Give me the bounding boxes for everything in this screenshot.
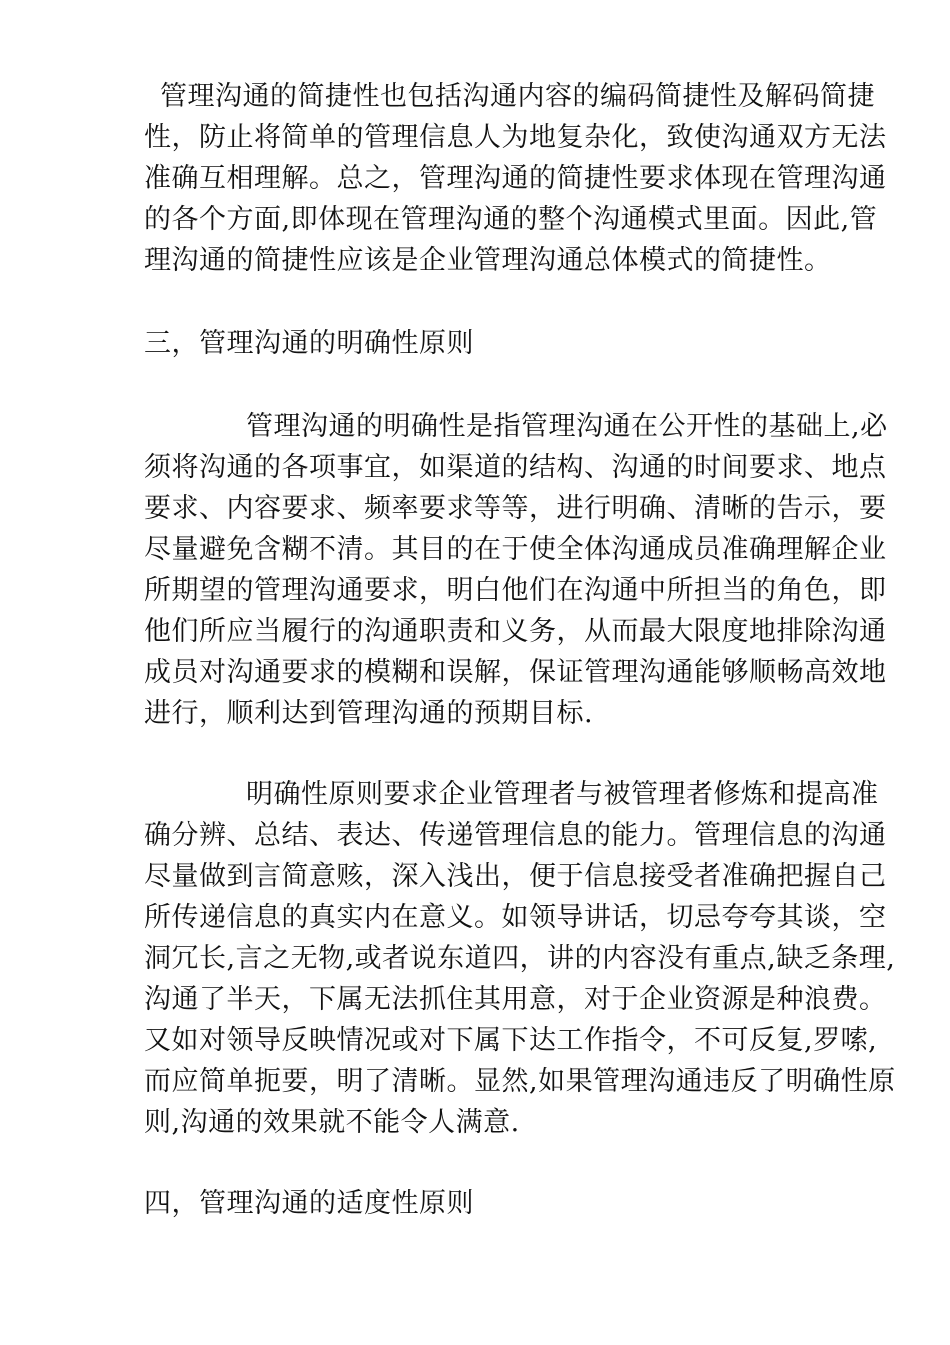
text-line: 尽量避免含糊不清。其目的在于使全体沟通成员准确理解企业	[144, 534, 887, 565]
text-line: 进行，顺利达到管理沟通的预期目标.	[144, 698, 594, 729]
text-line: 理沟通的简捷性应该是企业管理沟通总体模式的简捷性。	[144, 245, 832, 276]
text-line: 管理沟通的简捷性也包括沟通内容的编码简捷性及解码简捷	[160, 81, 875, 112]
text-line: 他们所应当履行的沟通职责和义务，从而最大限度地排除沟通	[144, 616, 887, 647]
text-line: 确分辨、总结、表达、传递管理信息的能力。管理信息的沟通	[144, 820, 887, 851]
text-line: 则,沟通的效果就不能令人满意.	[144, 1107, 520, 1138]
paragraph-simplicity	[144, 76, 914, 281]
text-line: 性，防止将简单的管理信息人为地复杂化，致使沟通双方无法	[144, 122, 887, 153]
document-page	[144, 76, 914, 1224]
text-line: 又如对领导反映情况或对下属下达工作指令，不可反复,罗嗦,	[144, 1025, 878, 1056]
text-line: 而应简单扼要，明了清晰。显然,如果管理沟通违反了明确性原	[144, 1066, 896, 1097]
text-line: 所传递信息的真实内在意义。如领导讲话，切忌夸夸其谈，空	[144, 902, 887, 933]
paragraph-clarity-definition	[144, 406, 914, 734]
text-line: 须将沟通的各项事宜，如渠道的结构、沟通的时间要求、地点	[144, 452, 887, 483]
text-line: 明确性原则要求企业管理者与被管理者修炼和提高准	[246, 779, 879, 810]
text-line: 要求、内容要求、频率要求等等，进行明确、清晰的告示，要	[144, 493, 887, 524]
section-heading-4: 四，管理沟通的适度性原则	[144, 1188, 474, 1219]
text-line: 成员对沟通要求的模糊和误解，保证管理沟通能够顺畅高效地	[144, 657, 887, 688]
text-line: 的各个方面,即体现在管理沟通的整个沟通模式里面。因此,管	[144, 204, 878, 235]
section-heading-3: 三，管理沟通的明确性原则	[144, 328, 474, 359]
text-line: 尽量做到言简意赅，深入浅出，便于信息接受者准确把握自己	[144, 861, 887, 892]
text-line: 管理沟通的明确性是指管理沟通在公开性的基础上,必	[246, 411, 888, 442]
text-line: 准确互相理解。总之，管理沟通的简捷性要求体现在管理沟通	[144, 163, 887, 194]
text-line: 所期望的管理沟通要求，明白他们在沟通中所担当的角色，即	[144, 575, 887, 606]
text-line: 沟通了半天，下属无法抓住其用意，对于企业资源是种浪费。	[144, 984, 887, 1015]
text-line: 洞冗长,言之无物,或者说东道四，讲的内容没有重点,缺乏条理,	[144, 943, 896, 974]
paragraph-clarity-requirements	[144, 774, 914, 1143]
